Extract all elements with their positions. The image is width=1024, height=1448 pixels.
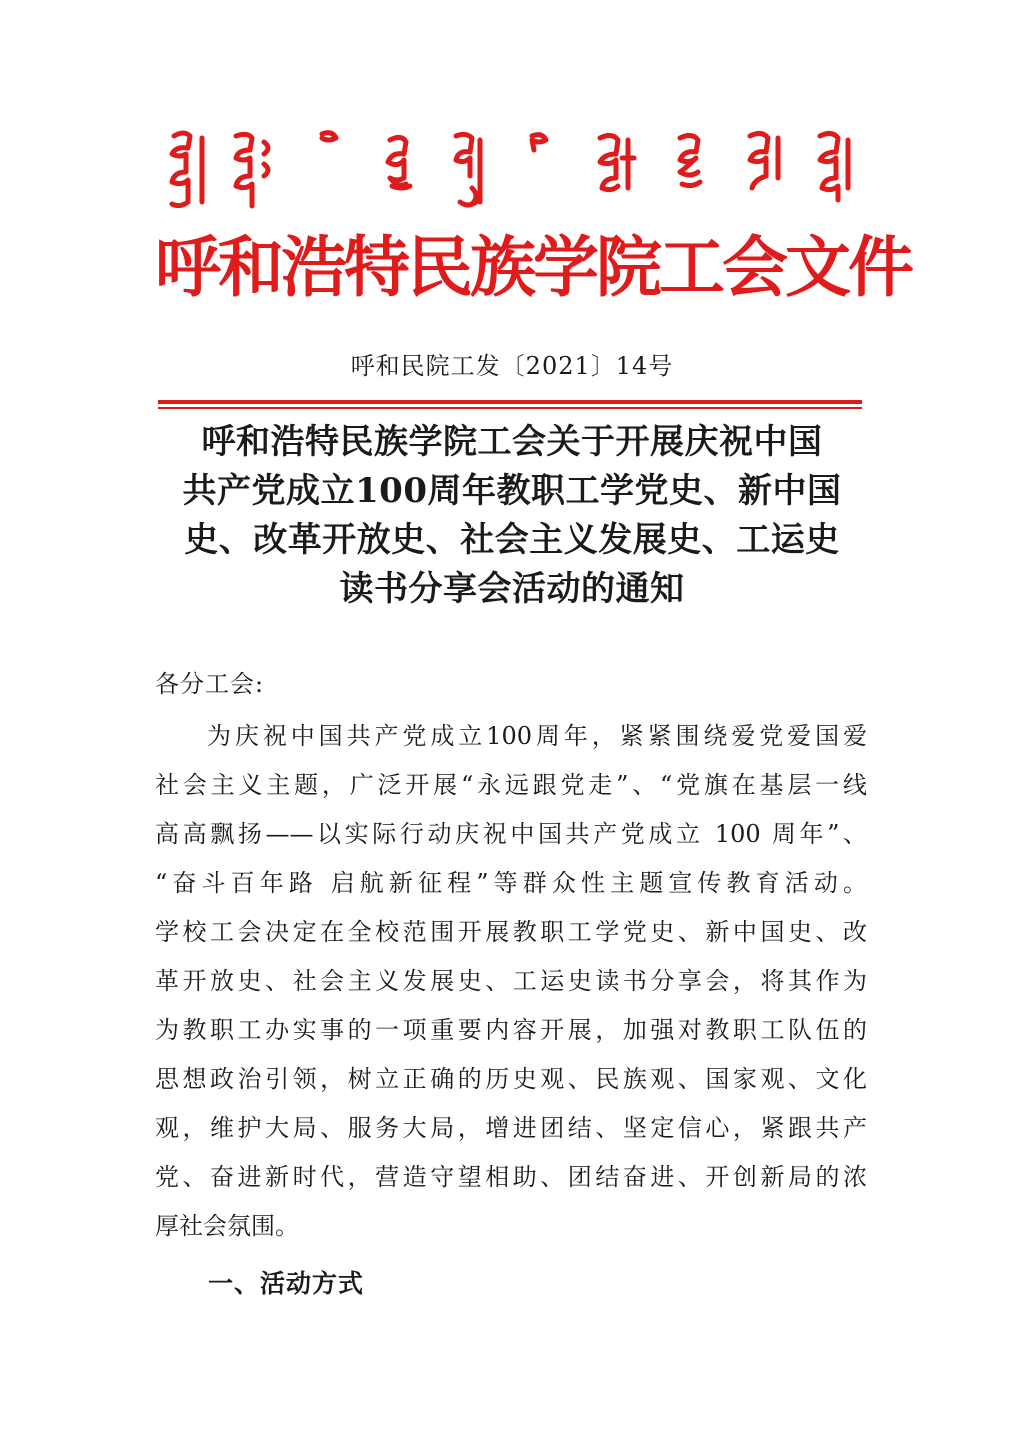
mongolian-header-script: [160, 128, 865, 214]
body-line: 党、奋进新时代，营造守望相助、团结奋进、开创新局的浓: [155, 1163, 867, 1191]
body-line: 为庆祝中国共产党成立100周年，紧紧围绕爱党爱国爱: [207, 722, 867, 750]
body-line: 厚社会氛围。: [155, 1212, 299, 1240]
notice-title-line: 共产党成立100周年教职工学党史、新中国: [182, 471, 842, 511]
mongolian-script-graphic: [160, 128, 865, 214]
body-line: 思想政治引领，树立正确的历史观、民族观、国家观、文化: [155, 1065, 867, 1093]
red-divider-thin: [158, 407, 862, 409]
body-line: 为教职工办实事的一项重要内容开展，加强对教职工队伍的: [155, 1016, 867, 1044]
red-divider-thick: [158, 400, 862, 404]
body-line: 学校工会决定在全校范围开展教职工学党史、新中国史、改: [155, 918, 867, 946]
notice-title: [150, 418, 874, 614]
notice-title-line: 呼和浩特民族学院工会关于开展庆祝中国: [201, 422, 823, 462]
body-line: 高高飘扬——以实际行动庆祝中国共产党成立 100 周年”、: [155, 820, 867, 848]
notice-title-line: 读书分享会活动的通知: [339, 569, 685, 609]
notice-title-line: 史、改革开放史、社会主义发展史、工运史: [184, 520, 840, 560]
issuer-title: 呼和浩特民族学院工会文件: [155, 229, 911, 306]
section-heading: 一、活动方式: [208, 1269, 365, 1298]
document-number: 呼和民院工发〔2021〕14号: [350, 352, 674, 380]
body-line: 革开放史、社会主义发展史、工运史读书分享会，将其作为: [155, 967, 867, 995]
body-line: “奋斗百年路 启航新征程”等群众性主题宣传教育活动。: [155, 869, 867, 897]
red-divider: [158, 400, 862, 410]
body-paragraph: [155, 712, 867, 1251]
body-line: 社会主义主题，广泛开展“永远跟党走”、“党旗在基层一线: [155, 771, 867, 799]
salutation: 各分工会:: [155, 670, 265, 698]
body-line: 观，维护大局、服务大局，增进团结、坚定信心，紧跟共产: [155, 1114, 867, 1142]
